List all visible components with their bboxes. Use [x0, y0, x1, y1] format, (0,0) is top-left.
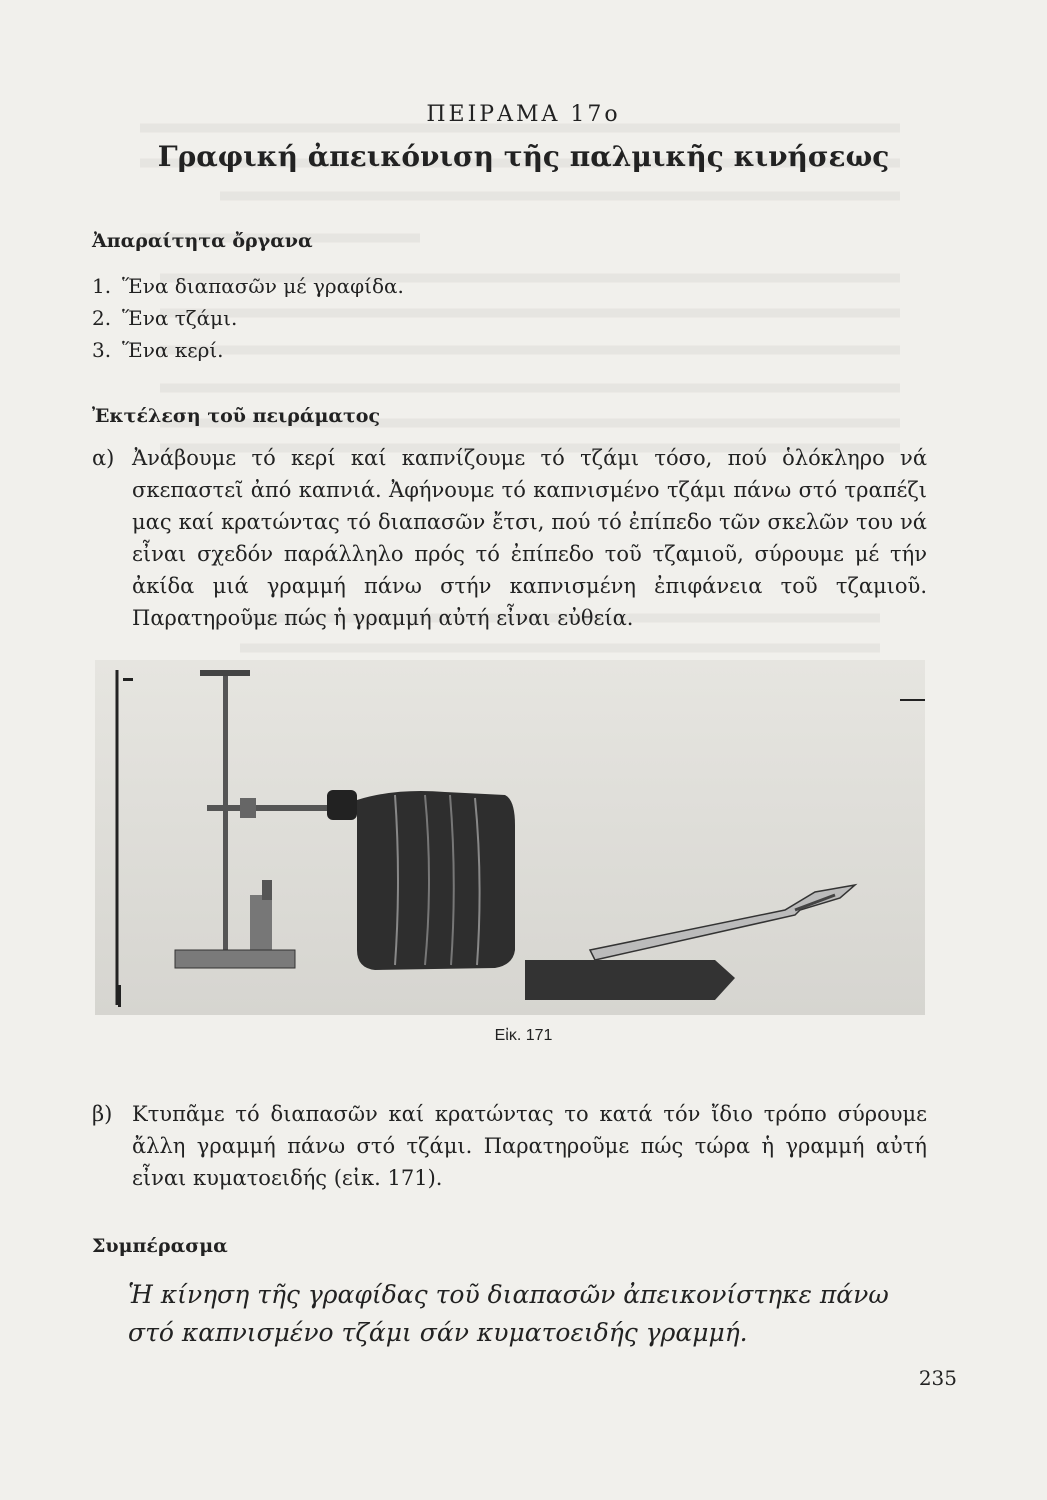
smoked-glass — [357, 791, 515, 970]
experiment-title: ΠΕΙΡΑΜΑ 17ο — [426, 102, 621, 127]
item-number: 2. — [92, 306, 112, 330]
list-item — [92, 270, 404, 302]
photo-mark — [123, 678, 133, 681]
main-title: Γραφική ἀπεικόνιση τῆς παλμικῆς κινήσεως — [157, 140, 890, 173]
glass-plate — [525, 960, 735, 1000]
conclusion-text: Ἡ κίνηση τῆς γραφίδας τοῦ διαπασῶν ἀπεικονίστηκε πάνω στό καπνισμένο τζάμι σάν κυματοειδής γραμμή. — [128, 1280, 889, 1347]
step-b-paragraph — [92, 1098, 927, 1194]
step-b-text: Κτυπᾶμε τό διαπασῶν καί κρατώντας το κατά τόν ἴδιο τρόπο σύρουμε ἄλλη γραμμή πάνω στό τζάμι. Παρατηροῦμε πώς τώρα ἡ γραμμή αὐτή εἶναι κυματοειδής (εἰκ. 171). — [132, 1102, 927, 1190]
figure-caption: Εἰκ. 171 — [494, 1027, 553, 1044]
item-text: Ἕνα κερί. — [122, 338, 224, 362]
step-a-text: Ἀνάβουμε τό κερί καί καπνίζουμε τό τζάμι τόσο, πού ὁλόκληρο νά σκεπαστεῖ ἀπό καπνιά. Ἀφήνουμε τό καπνισμένο τζάμι πάνω στό τραπέζι μας καί κρατώντας τό διαπασῶν ἔτσι, πού τό ἐπίπεδο τῶν σκελῶν του νά εἶναι σχεδόν παράλληλο πρός τό ἐπίπεδο τοῦ τζαμιοῦ, σύρουμε μέ τήν ἀκίδα μιά γραμμή πάνω στήν καπνισμένη ἐπιφάνεια τοῦ τζαμιοῦ. Παρατηροῦμε πώς ἡ γραμμή αὐτή εἶναι εὐθεία. — [132, 446, 927, 630]
photo-mark — [118, 985, 121, 1007]
item-text: Ἕνα διαπασῶν μέ γραφίδα. — [122, 274, 404, 298]
step-a-marker: α) — [92, 446, 115, 470]
item-text: Ἕνα τζάμι. — [122, 306, 238, 330]
apparatus-illustration — [95, 660, 925, 1015]
procedure-heading: Ἐκτέλεση τοῦ πειράματος — [92, 405, 381, 427]
conclusion-heading: Συμπέρασμα — [92, 1235, 228, 1257]
step-a-paragraph — [92, 442, 927, 634]
list-item — [92, 302, 404, 334]
clamp — [327, 790, 357, 820]
item-number: 3. — [92, 338, 112, 362]
page-number: 235 — [918, 1366, 957, 1390]
item-number: 1. — [92, 274, 112, 298]
step-b-marker: β) — [92, 1102, 113, 1126]
list-item — [92, 334, 404, 366]
figure-photo — [95, 660, 925, 1015]
instruments-list — [92, 270, 404, 366]
instruments-heading: Ἀπαραίτητα ὄργανα — [92, 230, 313, 252]
